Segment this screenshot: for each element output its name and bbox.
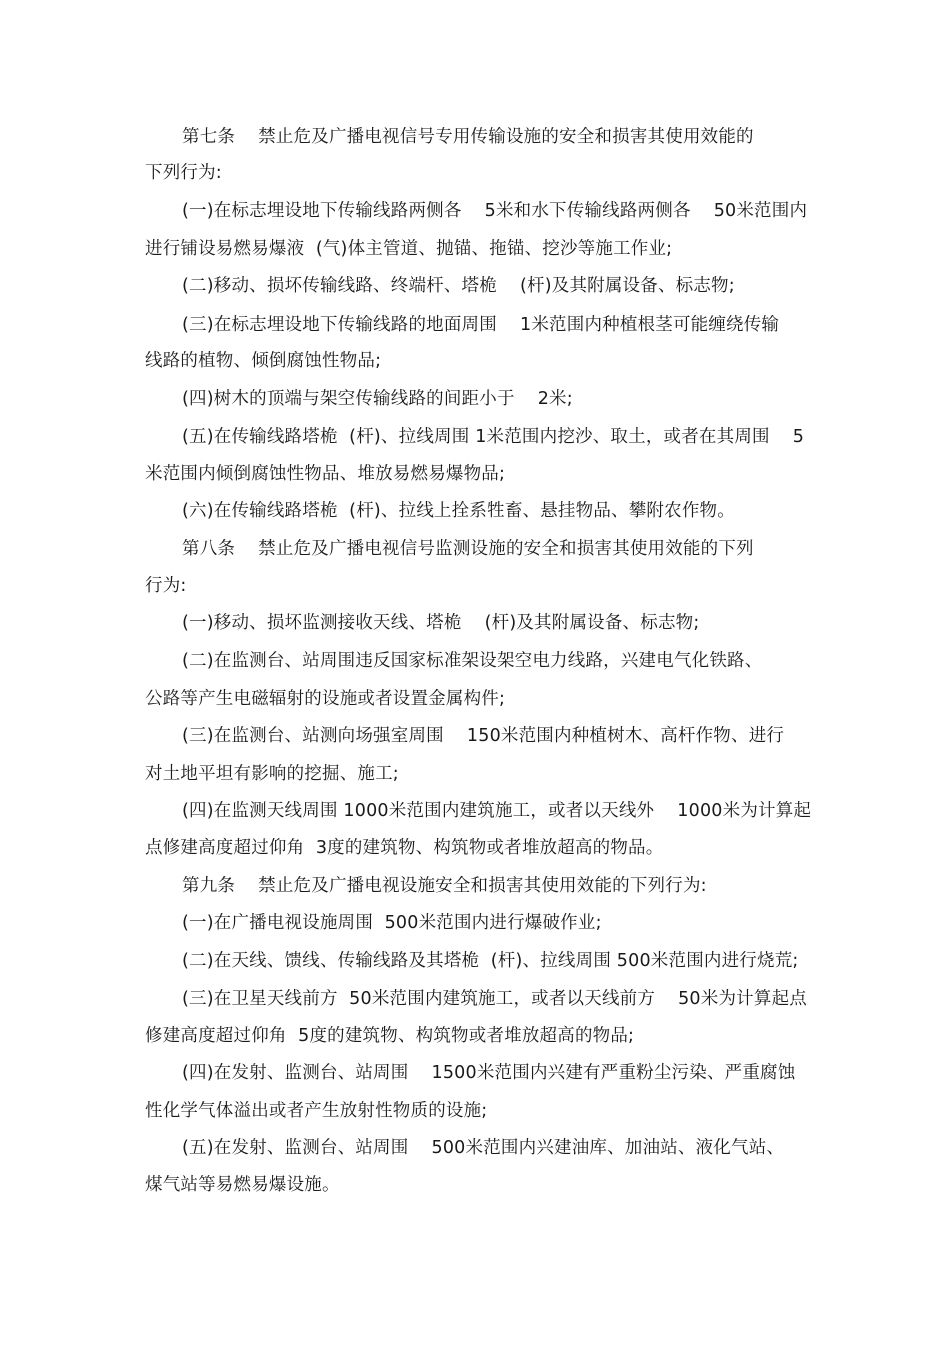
text-line: 煤气站等易燃易爆设施。	[145, 1175, 340, 1195]
text-line: (五)在传输线路塔桅 (杆)、拉线周围 1米范围内挖沙、取土，或者在其周围 5	[182, 427, 805, 447]
text-line: 行为:	[145, 576, 187, 596]
text-line: (四)在监测天线周围 1000米范围内建筑施工，或者以天线外 1000米为计算起	[182, 801, 812, 821]
text-line: 进行铺设易燃易爆液 (气)体主管道、抛锚、拖锚、挖沙等施工作业;	[145, 239, 673, 259]
text-line: (四)树木的顶端与架空传输线路的间距小于 2米;	[182, 389, 573, 409]
text-line: 米范围内倾倒腐蚀性物品、堆放易燃易爆物品;	[145, 464, 506, 484]
text-line: 点修建高度超过仰角 3度的建筑物、构筑物或者堆放超高的物品。	[145, 838, 664, 858]
text-line: (五)在发射、监测台、站周围 500米范围内兴建油库、加油站、液化气站、	[182, 1138, 785, 1158]
text-line: (二)在天线、馈线、传输线路及其塔桅 (杆)、拉线周围 500米范围内进行烧荒;	[182, 951, 799, 971]
text-line: (一)在标志埋设地下传输线路两侧各 5米和水下传输线路两侧各 50米范围内	[182, 201, 808, 221]
text-line: 修建高度超过仰角 5度的建筑物、构筑物或者堆放超高的物品;	[145, 1026, 635, 1046]
text-line: (二)移动、损坏传输线路、终端杆、塔桅 (杆)及其附属设备、标志物;	[182, 276, 735, 296]
text-line: (四)在发射、监测台、站周围 1500米范围内兴建有严重粉尘污染、严重腐蚀	[182, 1063, 796, 1083]
text-line: (三)在标志埋设地下传输线路的地面周围 1米范围内种植根茎可能缠绕传输	[182, 315, 780, 335]
text-line: (三)在卫星天线前方 50米范围内建筑施工，或者以天线前方 50米为计算起点	[182, 989, 807, 1009]
text-line: 线路的植物、倾倒腐蚀性物品;	[145, 351, 382, 371]
text-line: 第七条 禁止危及广播电视信号专用传输设施的安全和损害其使用效能的	[182, 127, 754, 147]
text-line: (一)在广播电视设施周围 500米范围内进行爆破作业;	[182, 913, 602, 933]
text-line: 公路等产生电磁辐射的设施或者设置金属构件;	[145, 689, 506, 709]
text-line: 性化学气体溢出或者产生放射性物质的设施;	[145, 1101, 488, 1121]
text-line: 第九条 禁止危及广播电视设施安全和损害其使用效能的下列行为:	[182, 876, 707, 896]
text-line: 对土地平坦有影响的挖掘、施工;	[145, 764, 399, 784]
text-line: (二)在监测台、站周围违反国家标准架设架空电力线路，兴建电气化铁路、	[182, 651, 763, 671]
text-line: (一)移动、损坏监测接收天线、塔桅 (杆)及其附属设备、标志物;	[182, 613, 700, 633]
text-line: (三)在监测台、站测向场强室周围 150米范围内种植树木、高杆作物、进行	[182, 726, 785, 746]
text-line: 下列行为:	[145, 163, 222, 183]
text-line: (六)在传输线路塔桅 (杆)、拉线上拴系牲畜、悬挂物品、攀附农作物。	[182, 501, 735, 521]
text-line: 第八条 禁止危及广播电视信号监测设施的安全和损害其使用效能的下列	[182, 539, 754, 559]
